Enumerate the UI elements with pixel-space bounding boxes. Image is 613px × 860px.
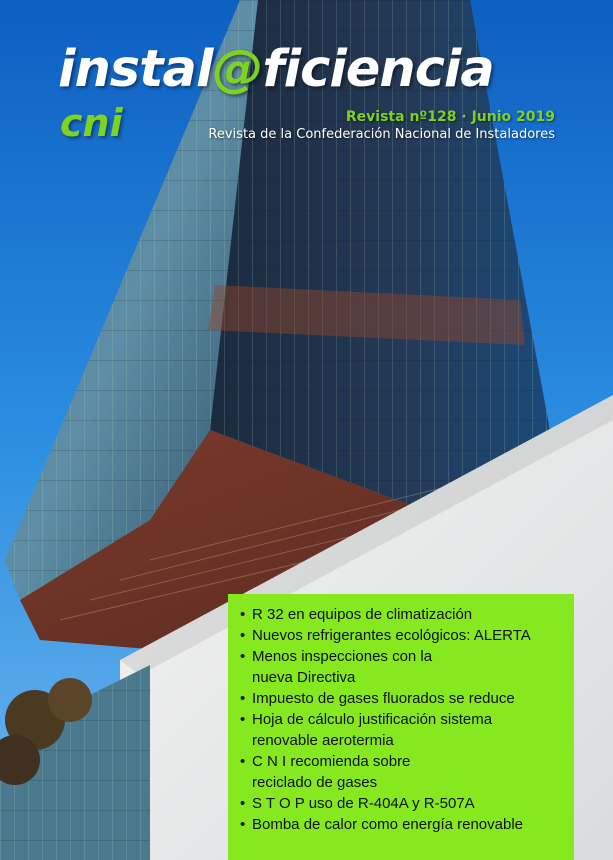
- magazine-logo: [58, 40, 494, 99]
- masthead: [0, 0, 613, 160]
- logo-suffix: ficiencia: [262, 40, 494, 99]
- headline-item: • Hoja de cálculo justificación sistema renovable aerotermia: [240, 709, 566, 751]
- logo-cni: cni: [60, 101, 123, 145]
- headline-item: • R 32 en equipos de climatización: [240, 604, 566, 625]
- headline-item: • Nuevos refrigerantes ecológicos: ALERTA: [240, 625, 566, 646]
- headlines-box: [228, 594, 574, 860]
- issue-number: Revista nº128 · Junio 2019: [345, 109, 555, 125]
- headline-item: • Impuesto de gases fluorados se reduce: [240, 688, 566, 709]
- logo-at-symbol: @: [212, 40, 263, 99]
- headline-item: • S T O P uso de R-404A y R-507A: [240, 793, 566, 814]
- headline-list: [240, 604, 566, 835]
- headline-item: • C N I recomienda sobre reciclado de gases: [240, 751, 566, 793]
- tagline: Revista de la Confederación Nacional de Instaladores: [208, 127, 555, 142]
- headline-item: • Menos inspecciones con la nueva Directiva: [240, 646, 566, 688]
- logo-prefix: instal: [58, 40, 213, 99]
- headline-item: • Bomba de calor como energía renovable: [240, 814, 566, 835]
